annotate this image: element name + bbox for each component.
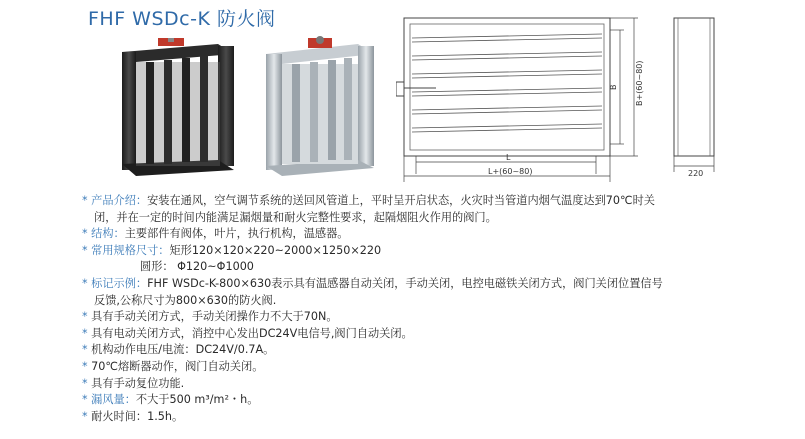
sizes-round: 圆形： Φ120~Φ1000 [140, 260, 254, 274]
leak-line [82, 392, 742, 409]
silver-valve-photo [262, 36, 378, 178]
intro-text-2: 闭，并在一定的时间内能满足漏烟量和耐火完整性要求，起隔烟阻火作用的阀门。 [94, 210, 497, 224]
leak-label: 漏风量： [91, 393, 136, 407]
example-text-1: FHF WSDc-K-800×630表示具有温感器自动关闭，手动关闭，电控电磁铁关闭方式，阀门关闭位置信号 [147, 276, 663, 290]
sizes-rect: 矩形120×120×220~2000×1250×220 [169, 243, 382, 257]
bullet-marker: * [82, 227, 88, 241]
bullet-marker: * [82, 194, 88, 207]
feature-3: 机构动作电压/电流：DC24V/0.7A。 [91, 343, 275, 357]
bullet-marker: * [82, 276, 88, 290]
structure-text: 主要部件有阀体，叶片，执行机构，温感器。 [124, 227, 349, 241]
feature-line [82, 359, 742, 376]
dim-b-label: B [609, 84, 618, 90]
fire-time-line [82, 409, 742, 426]
sizes-line [82, 243, 742, 260]
bullet-marker: * [82, 310, 88, 324]
feature-4: 70℃熔断器动作，阀门自动关闭。 [91, 359, 264, 373]
dim-b-plus-label: B+(60~80) [635, 60, 644, 106]
bullet-marker: * [82, 409, 88, 423]
dim-depth-label: 220 [688, 169, 704, 178]
bullet-marker: * [82, 393, 88, 407]
spec-list [82, 193, 742, 425]
page-title: FHF WSDc-K 防火阀 [88, 8, 276, 30]
structure-label: 结构： [91, 227, 125, 241]
black-valve-photo [118, 38, 236, 180]
fire-time: 耐火时间：1.5h。 [91, 409, 184, 423]
dim-l-plus-label: L+(60~80) [488, 167, 533, 176]
feature-line [82, 309, 742, 326]
feature-line [82, 342, 742, 359]
intro-text-1: 安装在通风，空气调节系统的送回风管道上，平时呈开启状态，火灾时当管道内烟气温度达到70℃时关 [147, 194, 655, 207]
sizes-label: 常用规格尺寸： [91, 243, 170, 257]
bullet-marker: * [82, 326, 88, 340]
feature-2: 具有电动关闭方式，消控中心发出DC24V电信号,阀门自动关闭。 [91, 326, 413, 340]
feature-1: 具有手动关闭方式，手动关闭操作力不大于70N。 [91, 310, 338, 324]
side-view-drawing [662, 12, 724, 180]
example-line [82, 276, 742, 293]
bullet-marker: * [82, 376, 88, 390]
structure-line [82, 226, 742, 243]
feature-line [82, 326, 742, 343]
dim-l-label: L [506, 153, 511, 162]
bullet-marker: * [82, 243, 88, 257]
intro-label: 产品介绍： [91, 194, 148, 207]
intro-line [82, 193, 742, 210]
feature-line [82, 376, 742, 393]
front-view-drawing [396, 12, 658, 184]
example-label: 标记示例： [91, 276, 148, 290]
bullet-marker: * [82, 343, 88, 357]
example-text-2: 反馈,公称尺寸为800×630的防火阀. [94, 293, 277, 307]
feature-5: 具有手动复位功能. [91, 376, 185, 390]
bullet-marker: * [82, 359, 88, 373]
leak-text: 不大于500 m³/m²・h。 [135, 393, 259, 407]
